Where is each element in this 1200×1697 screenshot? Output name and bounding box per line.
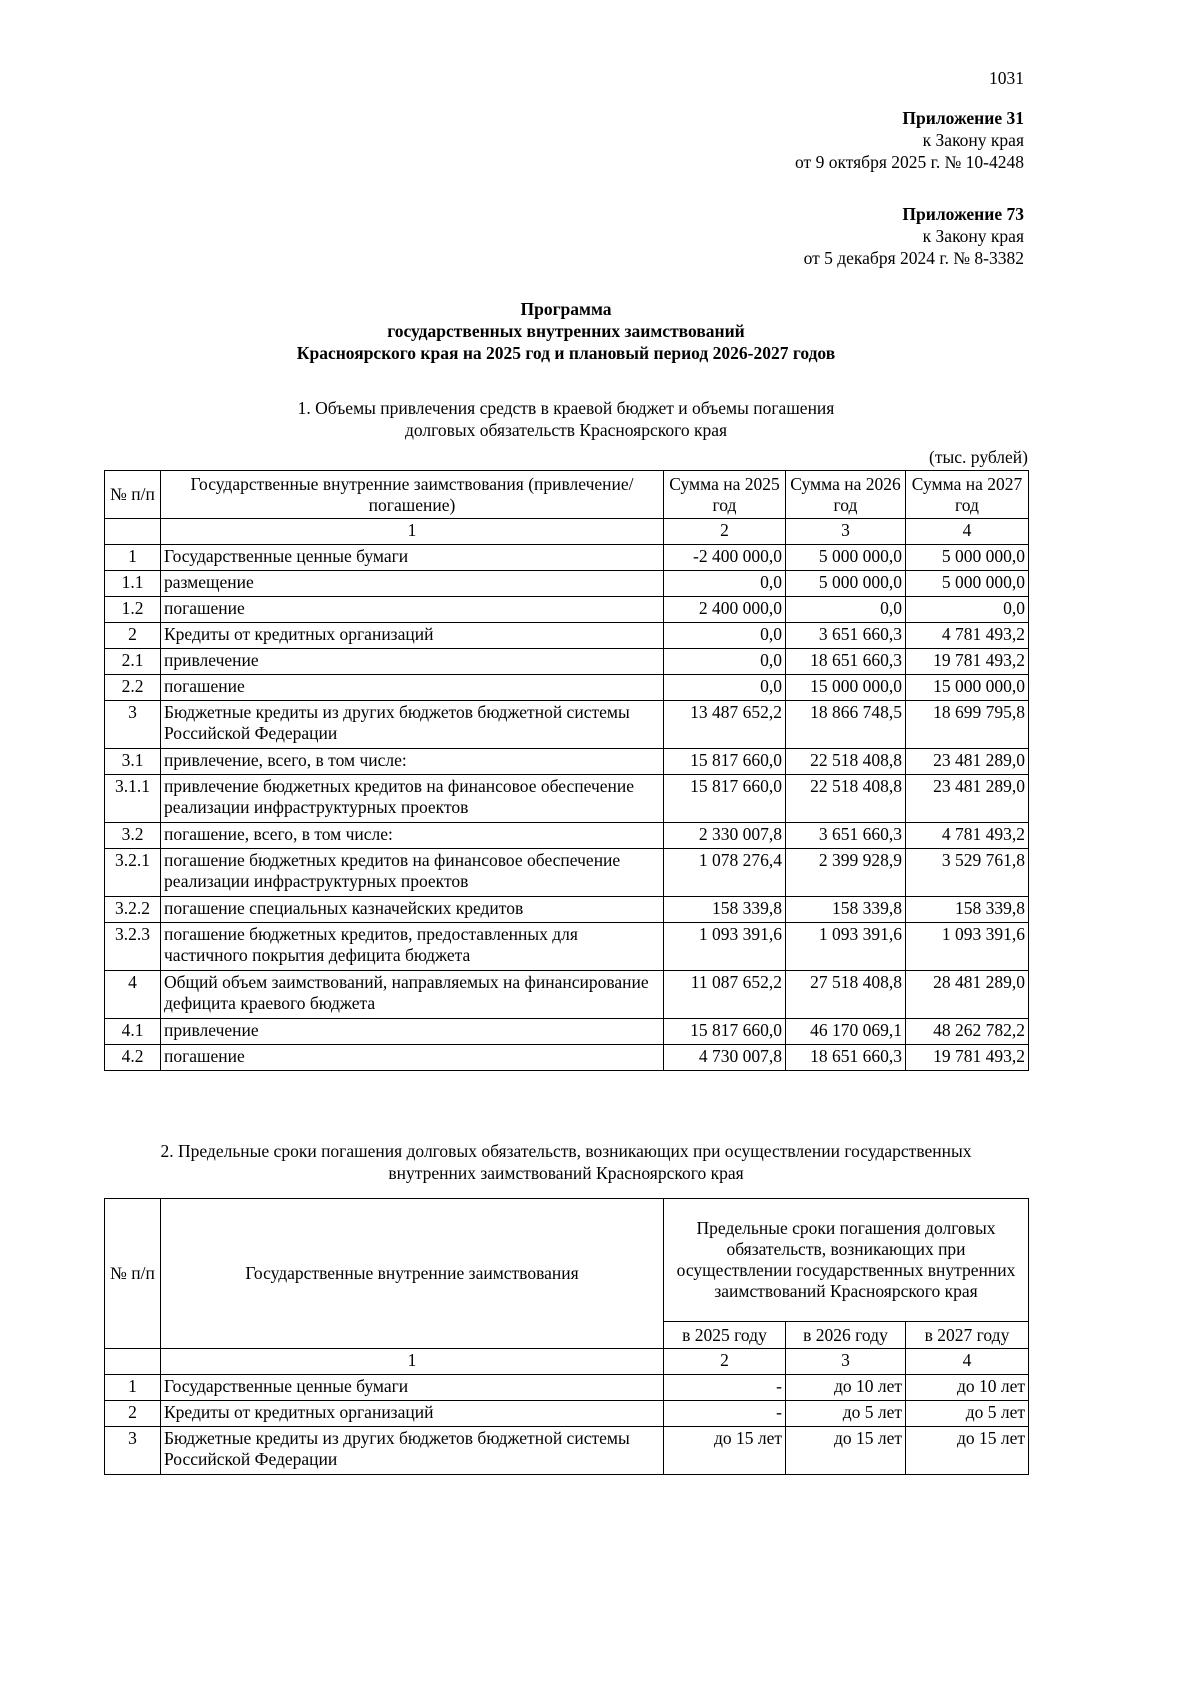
title-line-1: Программа (520, 299, 612, 319)
value-2026: до 10 лет (786, 1375, 906, 1401)
header-num: № п/п (105, 1199, 161, 1349)
value-2027: 19 781 493,2 (906, 649, 1029, 675)
section-2-heading-line-1: 2. Предельные сроки погашения долговых обязательств, возникающих при осуществлении государственных (160, 1141, 972, 1161)
appendix-original (804, 203, 1024, 269)
document-title (104, 298, 1028, 364)
column-number: 4 (906, 519, 1029, 545)
row-number: 3 (105, 701, 161, 749)
column-number (105, 1349, 161, 1375)
value-2026: 2 399 928,9 (786, 849, 906, 897)
table-row (105, 849, 1029, 897)
header-2025: в 2025 году (664, 1322, 786, 1349)
table-row (105, 1427, 1029, 1475)
table-row (105, 749, 1029, 775)
row-name: Бюджетные кредиты из других бюджетов бюджетной системы Российской Федерации (161, 701, 664, 749)
value-2027: 23 481 289,0 (906, 775, 1029, 823)
table-row (105, 571, 1029, 597)
title-line-2: государственных внутренних заимствований (387, 321, 745, 341)
value-2027: 4 781 493,2 (906, 823, 1029, 849)
header-name: Государственные внутренние заимствования (привлечение/погашение) (161, 471, 664, 519)
row-name: размещение (161, 571, 664, 597)
row-name: привлечение бюджетных кредитов на финансовое обеспечение реализации инфраструктурных проектов (161, 775, 664, 823)
column-number: 1 (161, 1349, 664, 1375)
section-2-heading-line-2: внутренних заимствований Красноярского края (388, 1163, 744, 1183)
value-2026: 1 093 391,6 (786, 923, 906, 971)
row-number: 1.2 (105, 597, 161, 623)
value-2025: 13 487 652,2 (664, 701, 786, 749)
table-row (105, 1019, 1029, 1045)
value-2025: 15 817 660,0 (664, 775, 786, 823)
row-name: привлечение, всего, в том числе: (161, 749, 664, 775)
table-row (105, 545, 1029, 571)
value-2026: 46 170 069,1 (786, 1019, 906, 1045)
header-name: Государственные внутренние заимствования (161, 1199, 664, 1349)
value-2027: 28 481 289,0 (906, 971, 1029, 1019)
header-num: № п/п (105, 471, 161, 519)
row-number: 4 (105, 971, 161, 1019)
value-2025: 1 093 391,6 (664, 923, 786, 971)
value-2025: 4 730 007,8 (664, 1045, 786, 1071)
value-2027: 3 529 761,8 (906, 849, 1029, 897)
value-2026: 15 000 000,0 (786, 675, 906, 701)
row-name: погашение специальных казначейских кредитов (161, 897, 664, 923)
value-2025: 0,0 (664, 623, 786, 649)
row-name: привлечение (161, 649, 664, 675)
value-2027: 5 000 000,0 (906, 545, 1029, 571)
section-1-heading-line-1: 1. Объемы привлечения средств в краевой бюджет и объемы погашения (297, 398, 835, 418)
value-2026: 18 866 748,5 (786, 701, 906, 749)
units-label: (тыс. рублей) (929, 447, 1028, 467)
repayment-terms-table (104, 1198, 1029, 1475)
value-2026: 3 651 660,3 (786, 823, 906, 849)
row-number: 1 (105, 1375, 161, 1401)
row-name: погашение (161, 675, 664, 701)
value-2025: 1 078 276,4 (664, 849, 786, 897)
value-2026: 3 651 660,3 (786, 623, 906, 649)
column-number: 3 (786, 1349, 906, 1375)
column-number: 1 (161, 519, 664, 545)
value-2026: до 15 лет (786, 1427, 906, 1475)
row-number: 1.1 (105, 571, 161, 597)
row-name: Государственные ценные бумаги (161, 545, 664, 571)
column-number: 2 (664, 1349, 786, 1375)
row-name: погашение бюджетных кредитов на финансовое обеспечение реализации инфраструктурных проектов (161, 849, 664, 897)
value-2026: 5 000 000,0 (786, 571, 906, 597)
value-2027: 4 781 493,2 (906, 623, 1029, 649)
row-number: 4.1 (105, 1019, 161, 1045)
section-1-heading (104, 397, 1028, 441)
appendix-current-law: к Закону края (922, 130, 1024, 150)
value-2025: - (664, 1401, 786, 1427)
value-2027: 5 000 000,0 (906, 571, 1029, 597)
table-row (105, 775, 1029, 823)
column-number (105, 519, 161, 545)
row-name: Бюджетные кредиты из других бюджетов бюджетной системы Российской Федерации (161, 1427, 664, 1475)
appendix-current-title: Приложение 31 (902, 108, 1024, 128)
row-number: 3.1 (105, 749, 161, 775)
value-2026: 18 651 660,3 (786, 649, 906, 675)
row-number: 3.2.2 (105, 897, 161, 923)
section-1-heading-line-2: долговых обязательств Красноярского края (404, 420, 728, 440)
value-2027: до 10 лет (906, 1375, 1029, 1401)
header-2027: в 2027 году (906, 1322, 1029, 1349)
table-row (105, 1045, 1029, 1071)
header-2025: Сумма на 2025 год (664, 471, 786, 519)
value-2027: 0,0 (906, 597, 1029, 623)
value-2025: 2 330 007,8 (664, 823, 786, 849)
title-line-3: Красноярского края на 2025 год и плановый период 2026-2027 годов (296, 343, 836, 363)
row-name: Государственные ценные бумаги (161, 1375, 664, 1401)
row-number: 2.1 (105, 649, 161, 675)
row-number: 3.2 (105, 823, 161, 849)
row-number: 4.2 (105, 1045, 161, 1071)
table-row (105, 701, 1029, 749)
row-number: 1 (105, 545, 161, 571)
value-2027: 23 481 289,0 (906, 749, 1029, 775)
section-2-heading (104, 1140, 1028, 1184)
value-2025: -2 400 000,0 (664, 545, 786, 571)
row-number: 3.1.1 (105, 775, 161, 823)
header-2027: Сумма на 2027 год (906, 471, 1029, 519)
row-number: 3 (105, 1427, 161, 1475)
value-2025: 2 400 000,0 (664, 597, 786, 623)
row-name: Общий объем заимствований, направляемых на финансирование дефицита краевого бюджета (161, 971, 664, 1019)
table-row (105, 1375, 1029, 1401)
value-2027: 158 339,8 (906, 897, 1029, 923)
value-2027: 19 781 493,2 (906, 1045, 1029, 1071)
value-2026: до 5 лет (786, 1401, 906, 1427)
row-name: погашение (161, 1045, 664, 1071)
value-2025: - (664, 1375, 786, 1401)
column-number: 3 (786, 519, 906, 545)
row-name: погашение, всего, в том числе: (161, 823, 664, 849)
row-number: 2 (105, 1401, 161, 1427)
value-2026: 158 339,8 (786, 897, 906, 923)
value-2025: 11 087 652,2 (664, 971, 786, 1019)
column-number-row (105, 1349, 1029, 1375)
column-number: 4 (906, 1349, 1029, 1375)
header-group: Предельные сроки погашения долговых обязательств, возникающих при осуществлении государственных внутренних заимствований Красноярского края (664, 1199, 1029, 1322)
appendix-original-date: от 5 декабря 2024 г. № 8-3382 (803, 248, 1024, 268)
value-2025: 158 339,8 (664, 897, 786, 923)
value-2027: 48 262 782,2 (906, 1019, 1029, 1045)
table-row (105, 623, 1029, 649)
value-2027: 1 093 391,6 (906, 923, 1029, 971)
value-2026: 27 518 408,8 (786, 971, 906, 1019)
appendix-current-date: от 9 октября 2025 г. № 10-4248 (795, 152, 1024, 172)
table-row (105, 897, 1029, 923)
borrowing-volumes-table (104, 470, 1029, 1071)
table-row (105, 971, 1029, 1019)
value-2025: 0,0 (664, 649, 786, 675)
value-2026: 18 651 660,3 (786, 1045, 906, 1071)
row-name: привлечение (161, 1019, 664, 1045)
row-number: 3.2.3 (105, 923, 161, 971)
table-row (105, 649, 1029, 675)
row-name: погашение бюджетных кредитов, предоставленных для частичного покрытия дефицита бюджета (161, 923, 664, 971)
table-row (105, 675, 1029, 701)
appendix-original-title: Приложение 73 (902, 204, 1024, 224)
value-2026: 22 518 408,8 (786, 775, 906, 823)
value-2026: 0,0 (786, 597, 906, 623)
table-row (105, 923, 1029, 971)
value-2027: до 15 лет (906, 1427, 1029, 1475)
value-2026: 5 000 000,0 (786, 545, 906, 571)
row-name: Кредиты от кредитных организаций (161, 1401, 664, 1427)
value-2025: до 15 лет (664, 1427, 786, 1475)
page-number: 1031 (989, 68, 1024, 88)
table-row (105, 823, 1029, 849)
appendix-current (795, 107, 1024, 173)
appendix-original-law: к Закону края (922, 226, 1024, 246)
value-2026: 22 518 408,8 (786, 749, 906, 775)
value-2025: 15 817 660,0 (664, 1019, 786, 1045)
value-2025: 15 817 660,0 (664, 749, 786, 775)
table-row (105, 1401, 1029, 1427)
row-name: Кредиты от кредитных организаций (161, 623, 664, 649)
row-number: 3.2.1 (105, 849, 161, 897)
value-2025: 0,0 (664, 675, 786, 701)
column-number: 2 (664, 519, 786, 545)
value-2027: 15 000 000,0 (906, 675, 1029, 701)
header-2026: Сумма на 2026 год (786, 471, 906, 519)
row-number: 2 (105, 623, 161, 649)
row-name: погашение (161, 597, 664, 623)
header-2026: в 2026 году (786, 1322, 906, 1349)
value-2025: 0,0 (664, 571, 786, 597)
value-2027: до 5 лет (906, 1401, 1029, 1427)
row-number: 2.2 (105, 675, 161, 701)
value-2027: 18 699 795,8 (906, 701, 1029, 749)
column-number-row (105, 519, 1029, 545)
table-row (105, 597, 1029, 623)
